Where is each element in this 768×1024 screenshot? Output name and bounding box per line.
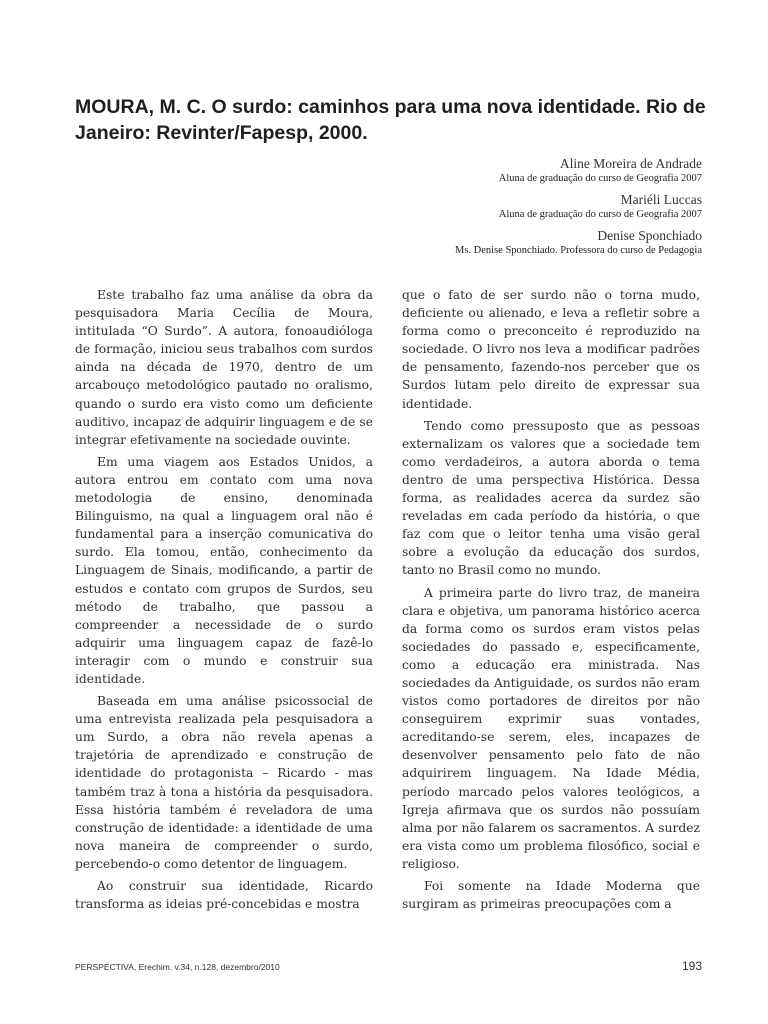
paragraph: Foi somente na Idade Moderna que surgiram as primeiras preocupações com a — [402, 879, 700, 912]
paragraph: Este trabalho faz uma análise da obra da pesquisadora Maria Cecília de Moura, intitulada “O Surdo”. A autora, fonoaudióloga de formação, iniciou seus trabalhos com surdos ainda na década de 1970, dentro de um arcabouço metodológico pautado no oralismo, quando o surdo era visto como um deficiente auditivo, incapaz de adquirir linguagem e de se integrar efetivamente na sociedade ouvinte. — [75, 288, 373, 447]
reviewer-name: Mariéli Luccas — [620, 192, 702, 207]
body-column-left — [75, 286, 373, 917]
paragraph: Baseada em uma análise psicossocial de uma entrevista realizada pela pesquisadora a um Surdo, a obra não revela apenas a trajetória de aprendizado e construção de identidade do protagonista – Ricardo - mas também traz à tona a história da pesquisadora. Essa história também é reveladora de uma construção de identidade: a identidade de uma nova maneira de compreender o surdo, percebendo-o como detentor de linguagem. — [75, 694, 373, 871]
reviewer-affiliation: Ms. Denise Sponchiado. Professora do curso de Pedagogia — [455, 245, 702, 256]
page-number: 193 — [681, 959, 702, 973]
reviewer-affiliation: Aluna de graduação do curso de Geografia 2007 — [498, 209, 702, 220]
body-column-right — [402, 286, 700, 917]
title-author-ref: MOURA, M. C. — [75, 96, 207, 118]
reviewer-name: Aline Moreira de Andrade — [559, 156, 702, 171]
reviewer-name: Denise Sponchiado — [597, 228, 702, 243]
reference-title — [75, 94, 715, 146]
paragraph: A primeira parte do livro traz, de maneira clara e objetiva, um panorama histórico acerca da forma como os surdos eram vistos pelas sociedades do passado e, especificamente, como a educação era ministrada. Nas sociedades da Antiguidade, os surdos não eram vistos como portadores de direitos por não conseguirem exprimir suas vontades, acreditando-se serem, eles, incapazes de desenvolver pensamento pelo fato de não adquirirem linguagem. Na Idade Média, período marcado pelos valores teológicos, a Igreja afirmava que os surdos não possuíam alma por não falarem os sacramentos. A surdez era vista como um problema filosófico, social e religioso. — [402, 585, 700, 871]
paragraph: Em uma viagem aos Estados Unidos, a autora entrou em contato com uma nova metodologia de ensino, denominada Bilinguismo, na qual a linguagem oral não é fundamental para a inserção comunicativa do surdo. Ela tomou, então, conhecimento da Linguagem de Sinais, modificando, a partir de estudos e contato com grupos de Surdos, seu método de trabalho, que passou a compreender a necessidade de o surdo adquirir uma linguagem capaz de fazê-lo interagir com o mundo e construir sua identidade. — [75, 454, 373, 686]
journal-citation: PERSPECTIVA, Erechim. v.34, n.128, dezembro/2010 — [75, 962, 280, 972]
title-book-name: O surdo: — [211, 96, 293, 118]
reviewer-list — [282, 155, 702, 263]
reviewer-affiliation: Aluna de graduação do curso de Geografia 2007 — [498, 173, 702, 184]
title-rest: caminhos para uma nova identidade. Rio de Janeiro: Revinter/Fapesp, 2000. — [75, 96, 706, 144]
paragraph: Tendo como pressuposto que as pessoas externalizam os valores que a sociedade tem como verdadeiros, a autora aborda o tema dentro de uma perspectiva Histórica. Dessa forma, as realidades acerca da surdez são reveladas em cada período da história, o que faz com que o leitor tenha uma visão geral sobre a evolução da educação dos surdos, tanto no Brasil como no mundo. — [402, 418, 700, 578]
paragraph: Ao construir sua identidade, Ricardo transforma as ideias pré-concebidas e mostra — [75, 879, 373, 912]
paragraph: que o fato de ser surdo não o torna mudo, deficiente ou alienado, e leva a refletir sobre a forma como o preconceito é reproduzido na sociedade. O livro nos leva a modificar padrões de pensamento, fazendo-nos perceber que os Surdos lutam pelo direito de expressar sua identidade. — [402, 288, 700, 411]
